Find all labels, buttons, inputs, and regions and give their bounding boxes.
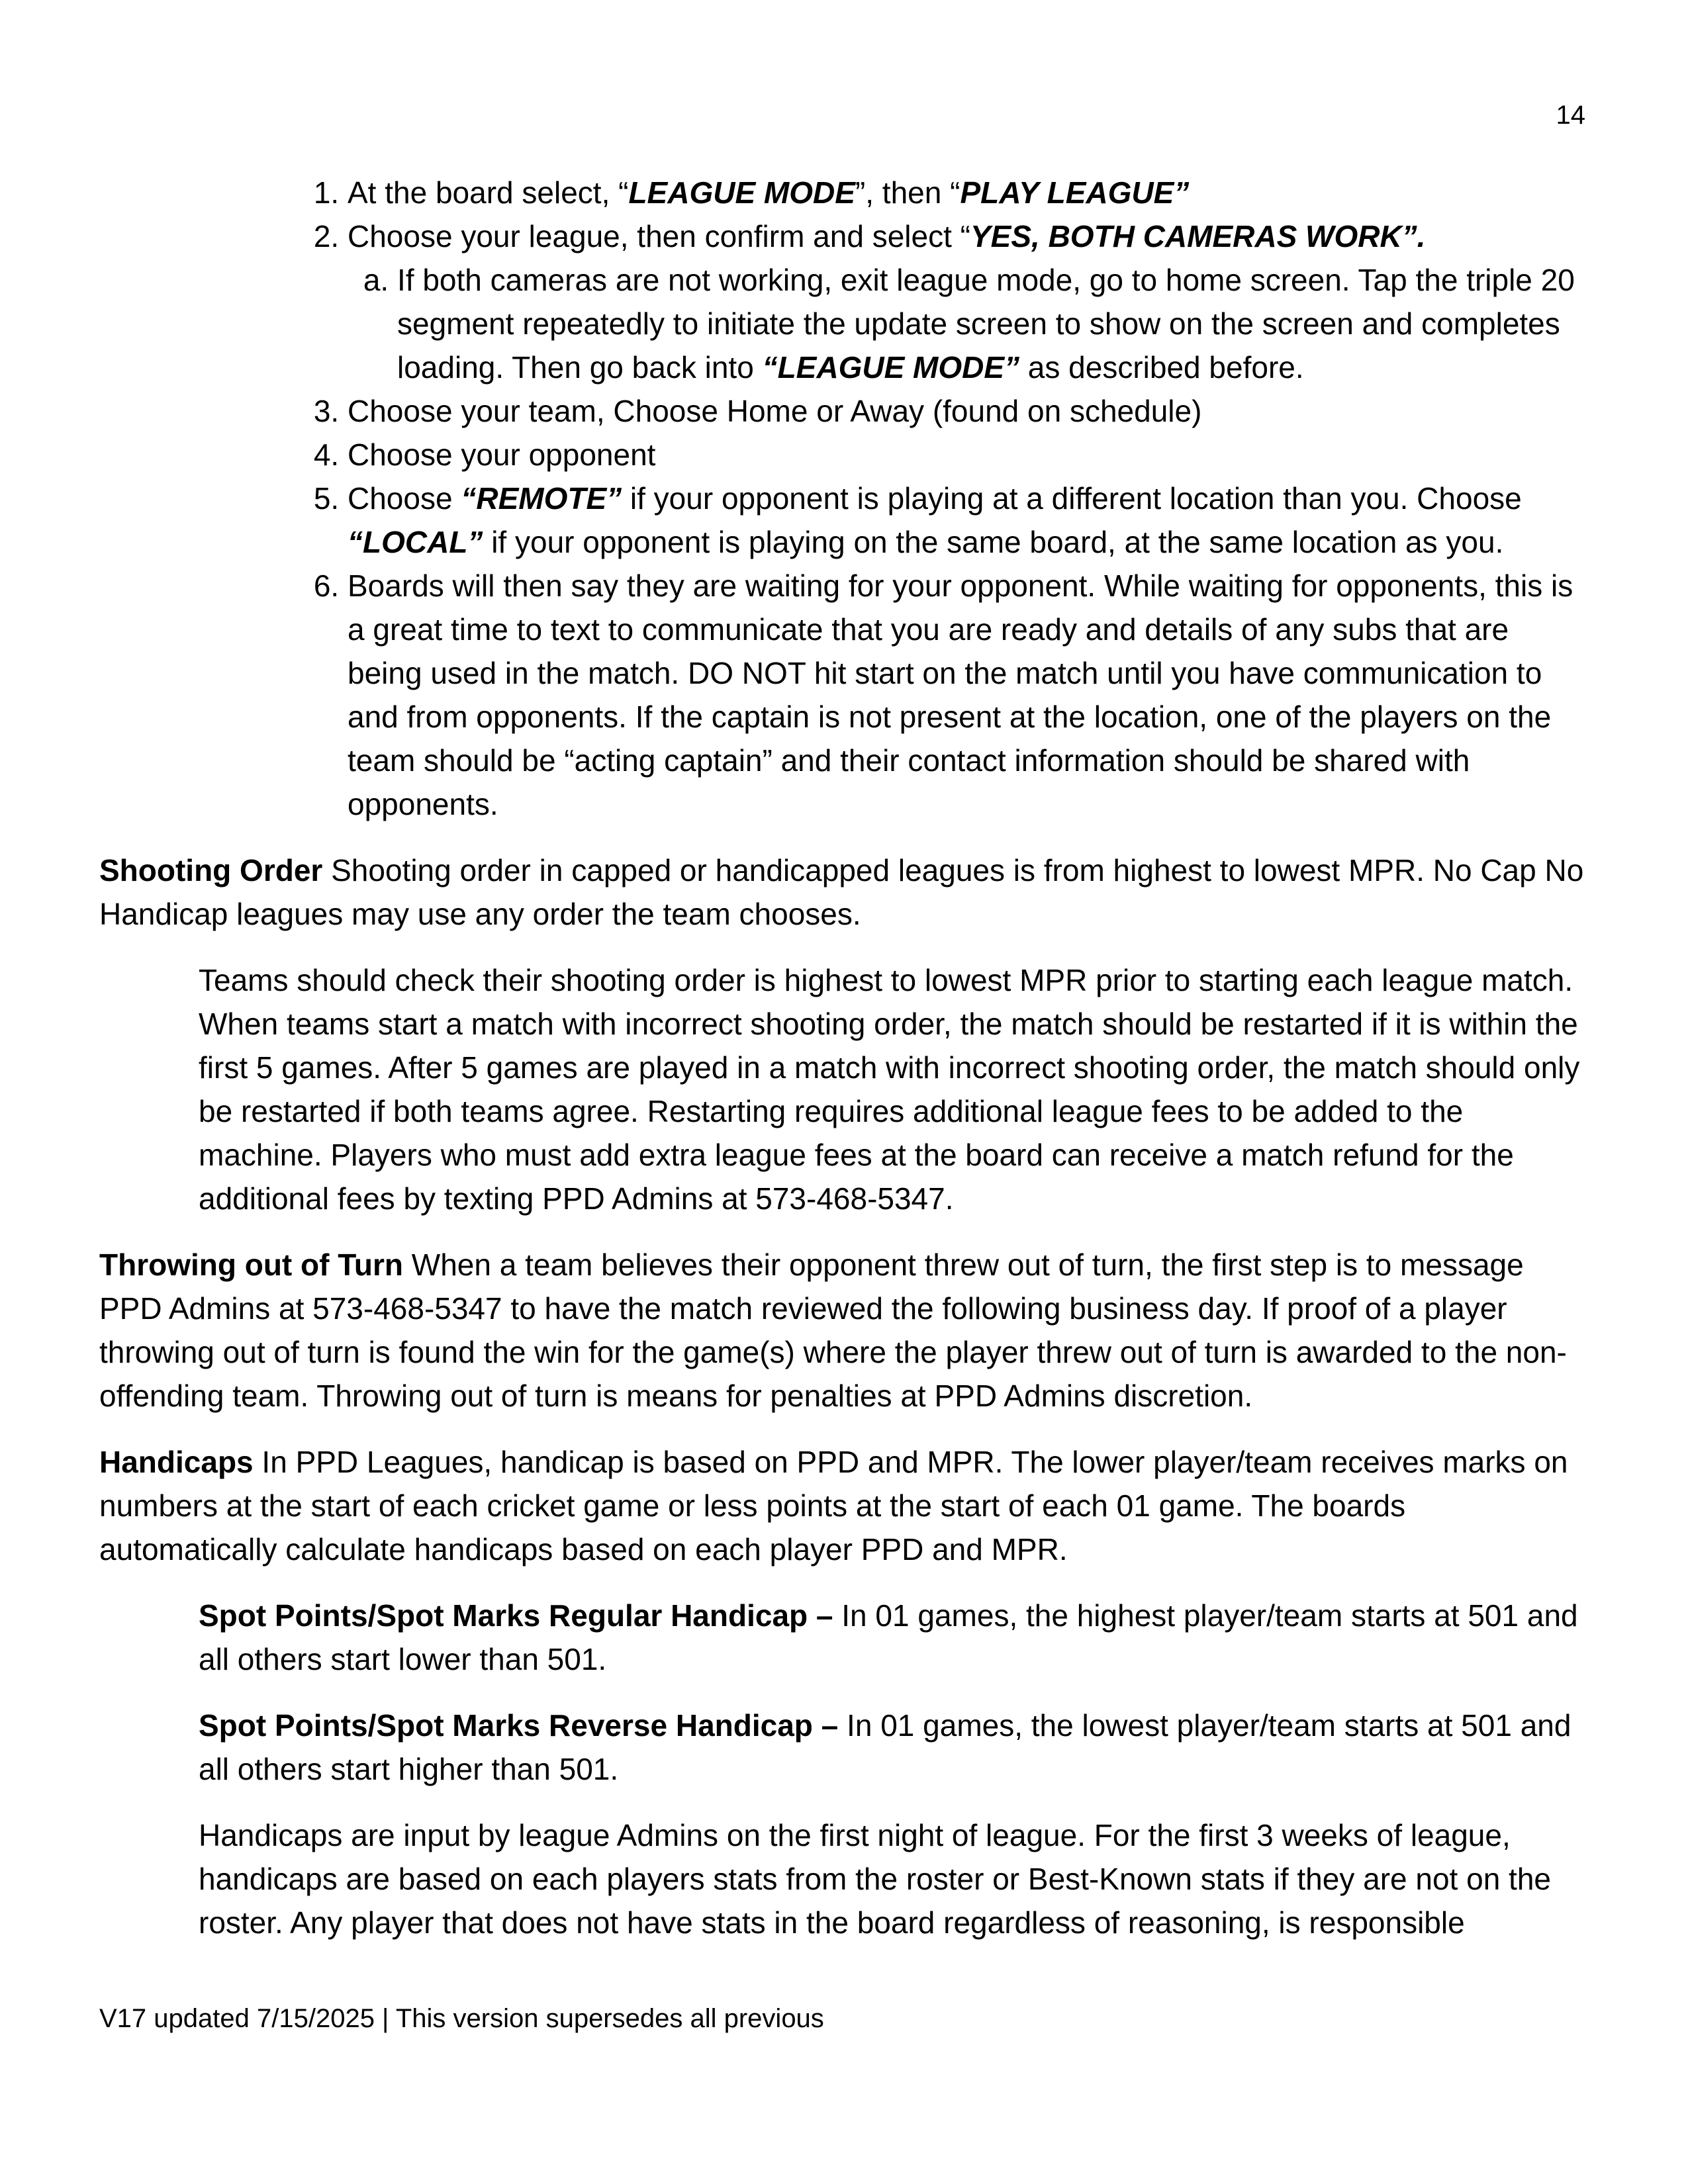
handicaps-text: In PPD Leagues, handicap is based on PPD and MPR. The lower player/team receives marks on numbers at the start of each cricket game or less points at the start of each 01 game. The boards automatically calculate handicaps based on each player PPD and MPR.: [99, 1445, 1568, 1567]
document-body: [99, 171, 1589, 1944]
handicaps-heading: Handicaps: [99, 1445, 254, 1479]
local-term: “LOCAL”: [348, 525, 483, 559]
reverse-handicap-heading: Spot Points/Spot Marks Reverse Handicap –: [199, 1708, 839, 1743]
footer-version: V17 updated 7/15/2025 | This version supersedes all previous: [99, 2004, 824, 2033]
step-2: [348, 214, 1589, 389]
step-2-substeps: [348, 258, 1589, 389]
reverse-handicap-text: In 01 games, the lowest player/team starts at 501 and all others start higher than 501.: [199, 1708, 1571, 1786]
step-5-text: if your opponent is playing at a different location than you. Choose: [622, 481, 1522, 516]
step-2a-text: If both cameras are not working, exit league mode, go to home screen. Tap the triple 20 segment repeatedly to initiate the update screen to show on the screen and completes loading. Then go back into: [397, 263, 1575, 385]
step-1: [348, 171, 1589, 214]
page-number: 14: [1556, 101, 1585, 130]
both-cameras-term: YES, BOTH CAMERAS WORK: [970, 219, 1402, 253]
step-2a: [397, 258, 1589, 389]
shooting-order-paragraph: [99, 848, 1589, 936]
step-6-text: Boards will then say they are waiting for your opponent. While waiting for opponents, this is a great time to text to communicate that you are ready and details of any subs that are being used in the match. DO NOT hit start on the match until you have communication to and from opponents. If the captain is not present at the location, one of the players on the team should be “acting captain” and their contact information should be shared with opponents.: [348, 569, 1573, 821]
step-3: [348, 389, 1589, 433]
shooting-order-detail: Teams should check their shooting order is highest to lowest MPR prior to starting each league match. When teams start a match with incorrect shooting order, the match should be restarted if it is within the first 5 games. After 5 games are played in a match with incorrect shooting order, the match should only be restarted if both teams agree. Restarting requires additional league fees to be added to the machine. Players who must add extra league fees at the board can receive a match refund for the additional fees by texting PPD Admins at 573-468-5347.: [199, 963, 1580, 1216]
remote-term: “REMOTE”: [461, 481, 622, 516]
step-5-text: if your opponent is playing on the same board, at the same location as you.: [483, 525, 1504, 559]
step-5-text: Choose: [348, 481, 461, 516]
regular-handicap-paragraph: [99, 1594, 1589, 1681]
league-mode-term: “LEAGUE MODE”: [762, 350, 1020, 385]
regular-handicap-text: In 01 games, the highest player/team starts at 501 and all others start lower than 501.: [199, 1598, 1578, 1676]
step-2-quote: ”.: [1401, 219, 1426, 253]
step-4-text: Choose your opponent: [348, 437, 656, 472]
throwing-out-of-turn-heading: Throwing out of Turn: [99, 1248, 404, 1282]
step-2a-text: as described before.: [1019, 350, 1304, 385]
step-6: [348, 564, 1589, 826]
shooting-order-heading: Shooting Order: [99, 853, 323, 887]
throwing-out-of-turn-paragraph: [99, 1243, 1589, 1418]
handicap-input-paragraph: Handicaps are input by league Admins on the first night of league. For the first 3 weeks of league, handicaps are based on each players stats from the roster or Best-Known stats if they are not on the roster. Any player that does not have stats in the board regardless of reasoning, is responsible: [199, 1818, 1552, 1940]
handicaps-paragraph: [99, 1440, 1589, 1571]
league-mode-term: LEAGUE MODE: [628, 175, 855, 210]
reverse-handicap-paragraph: [99, 1704, 1589, 1791]
play-league-term: PLAY LEAGUE: [960, 175, 1174, 210]
step-1-text: At the board select, “: [348, 175, 629, 210]
step-4: [348, 433, 1589, 477]
setup-steps-list: [99, 171, 1589, 826]
step-1-text: ”, then “: [855, 175, 961, 210]
regular-handicap-heading: Spot Points/Spot Marks Regular Handicap –: [199, 1598, 833, 1633]
step-5: [348, 477, 1589, 564]
throwing-out-of-turn-text: When a team believes their opponent threw out of turn, the first step is to message PPD Admins at 573-468-5347 to have the match reviewed the following business day. If proof of a player throwing out of turn is found the win for the game(s) where the player threw out of turn is awarded to the non-offending team. Throwing out of turn is means for penalties at PPD Admins discretion.: [99, 1248, 1567, 1413]
step-1-quote: ”: [1174, 175, 1190, 210]
shooting-order-text: Shooting order in capped or handicapped leagues is from highest to lowest MPR. No Cap No Handicap leagues may use any order the team chooses.: [99, 853, 1584, 931]
step-2-text: Choose your league, then confirm and select “: [348, 219, 970, 253]
step-3-text: Choose your team, Choose Home or Away (found on schedule): [348, 394, 1202, 428]
